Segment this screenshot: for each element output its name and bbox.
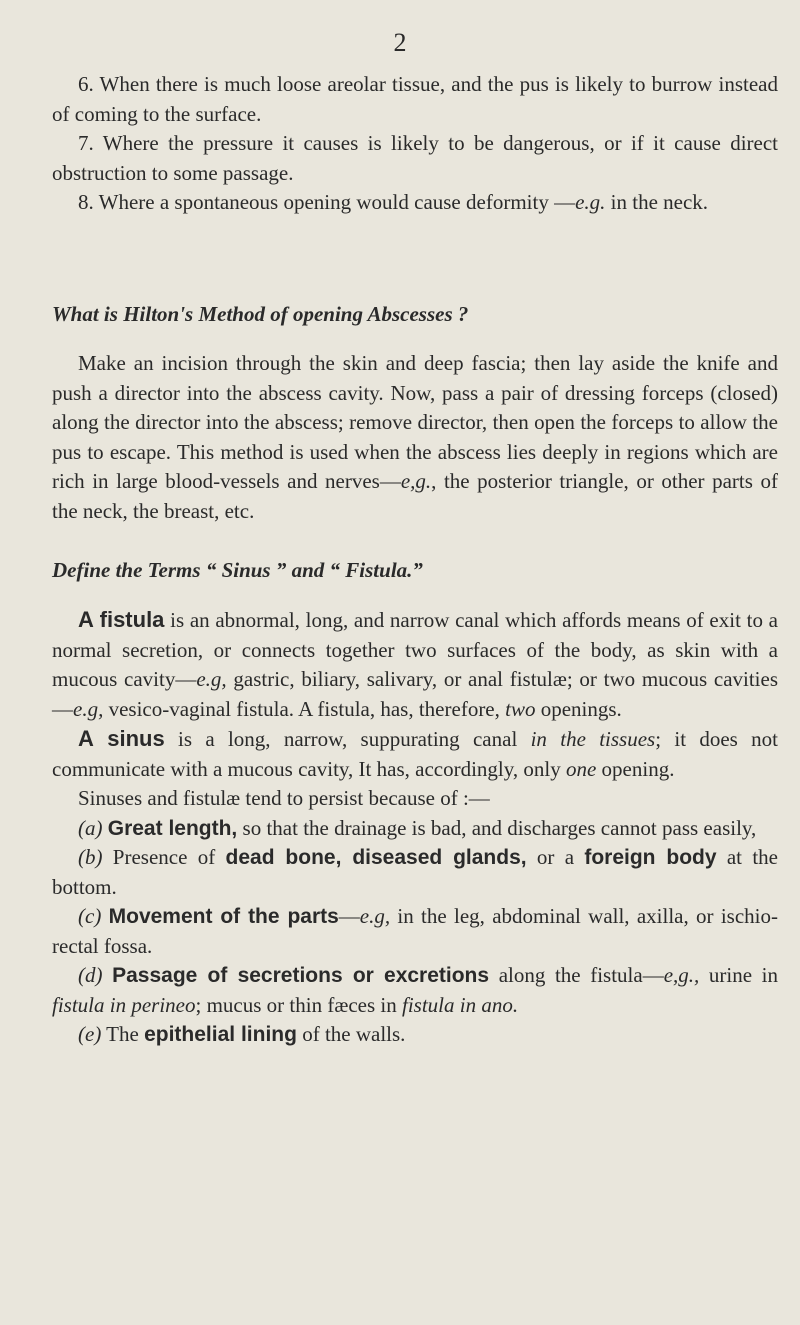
define-heading-fistula: “ Fistula.” <box>329 558 423 582</box>
reason-d-text-3: ; mucus or thin fæces in <box>195 992 402 1017</box>
reason-e <box>52 1020 778 1050</box>
hilton-text-b: , the posterior triangle, or other parts of the neck, the breast, etc. <box>52 469 778 523</box>
sinus-in-tissues: in the tissues <box>530 727 656 751</box>
page-number: 2 <box>393 28 407 57</box>
hilton-eg: e,g. <box>400 469 432 493</box>
item-8-text-b: in the neck. <box>605 190 709 214</box>
reason-b-text-1: Presence of <box>102 845 226 869</box>
reason-c-label: (c) <box>78 904 102 928</box>
fistula-text-a: is an abnormal, long, and narrow canal which affords means of exit to a normal secretion, or connects together two surfaces of the body, as skin with a mucous cavity— <box>52 608 778 691</box>
persist-intro: Sinuses and fistulæ tend to persist because of :— <box>78 786 490 810</box>
item-8-eg: e.g. <box>575 190 606 214</box>
reason-c-eg: e.g, <box>359 904 391 928</box>
reason-d-ano: fistula in ano. <box>401 992 519 1017</box>
reason-e-emph: epithelial lining <box>144 1023 297 1046</box>
define-heading-a: Define the Terms <box>52 558 206 582</box>
list-item-8 <box>52 188 778 218</box>
reason-c-emph: Movement of the parts <box>108 905 339 928</box>
reason-b <box>52 843 778 902</box>
reason-b-text-2: or a <box>526 845 585 869</box>
reason-b-label: (b) <box>78 845 103 869</box>
reason-c-text-1: — <box>338 904 360 928</box>
item-8-text-a: 8. Where a spontaneous opening would cause deformity — <box>78 190 576 214</box>
fistula-eg-2: e.g, <box>73 696 104 721</box>
list-item-6: 6. When there is much loose areolar tissue, and the pus is likely to burrow instead of coming to the surface. <box>52 72 778 126</box>
reason-c <box>52 902 778 961</box>
sinus-paragraph <box>52 724 778 784</box>
fistula-text-c: vesico-vaginal fistula. A fistula, has, therefore, <box>103 696 506 721</box>
reason-e-label: (e) <box>78 1022 102 1046</box>
fistula-eg-1: e.g, <box>196 667 227 691</box>
reason-e-text-1: The <box>101 1022 145 1046</box>
fistula-paragraph <box>52 605 778 724</box>
sinus-text-c: opening. <box>596 756 675 781</box>
fistula-text-b: gastric, biliary, salivary, or anal fistulæ; or two mucous cavities— <box>52 667 779 721</box>
reason-b-emph: dead bone, diseased glands, <box>225 846 527 869</box>
define-heading-and: and <box>286 558 330 582</box>
reason-d-eg: e,g., <box>663 963 700 987</box>
reason-d-text-1: along the fistula— <box>489 963 664 987</box>
reason-b-emph-2: foreign body <box>584 846 717 869</box>
fistula-term: A fistula <box>78 607 165 632</box>
reason-b-text-3: at the bottom. <box>52 845 778 899</box>
reason-e-text-2: of the walls. <box>296 1022 406 1046</box>
sinus-text-b: ; it does not communicate with a mucous cavity, It has, accordingly, only <box>52 727 778 781</box>
sinus-text-a: is a long, narrow, suppurating canal <box>164 727 531 751</box>
fistula-two: two <box>505 696 536 721</box>
hilton-paragraph <box>52 349 778 526</box>
list-item-7: 7. Where the pressure it causes is likely to be dangerous, or if it cause direct obstruction to some passage. <box>52 131 778 185</box>
define-heading <box>52 556 778 585</box>
reason-a-emph: Great length, <box>107 816 238 840</box>
intro-list <box>52 70 778 218</box>
reason-d <box>52 961 778 1020</box>
reason-d-emph: Passage of secretions or excretions <box>112 964 490 987</box>
define-section <box>52 556 778 1050</box>
reason-a-label: (a) <box>78 815 103 840</box>
hilton-section <box>52 300 778 526</box>
sinus-one: one <box>565 756 597 781</box>
reason-d-text-2: urine in <box>699 963 779 987</box>
reason-a-text: so that the drainage is bad, and discharges cannot pass easily, <box>237 815 757 840</box>
hilton-text-a: Make an incision through the skin and deep fascia; then lay aside the knife and push a director into the abscess cavity. Now, pass a pair of dressing forceps (closed) along the director into the abscess; remove director, then open the forceps to allow the pus to escape. This method is used when the abscess lies deeply in regions which are rich in large blood-vessels and nerves— <box>52 351 778 493</box>
fistula-text-d: openings. <box>535 696 622 721</box>
reason-d-label: (d) <box>78 963 103 987</box>
reason-c-text-2: in the leg, abdominal wall, axilla, or ischio-rectal fossa. <box>52 904 778 958</box>
hilton-heading: What is Hilton's Method of opening Abscesses ? <box>52 302 469 326</box>
reason-d-perineo: fistula in perineo <box>52 992 196 1017</box>
reason-a <box>52 814 778 844</box>
define-heading-sinus: “ Sinus ” <box>205 558 287 582</box>
sinus-term: A sinus <box>78 726 165 751</box>
